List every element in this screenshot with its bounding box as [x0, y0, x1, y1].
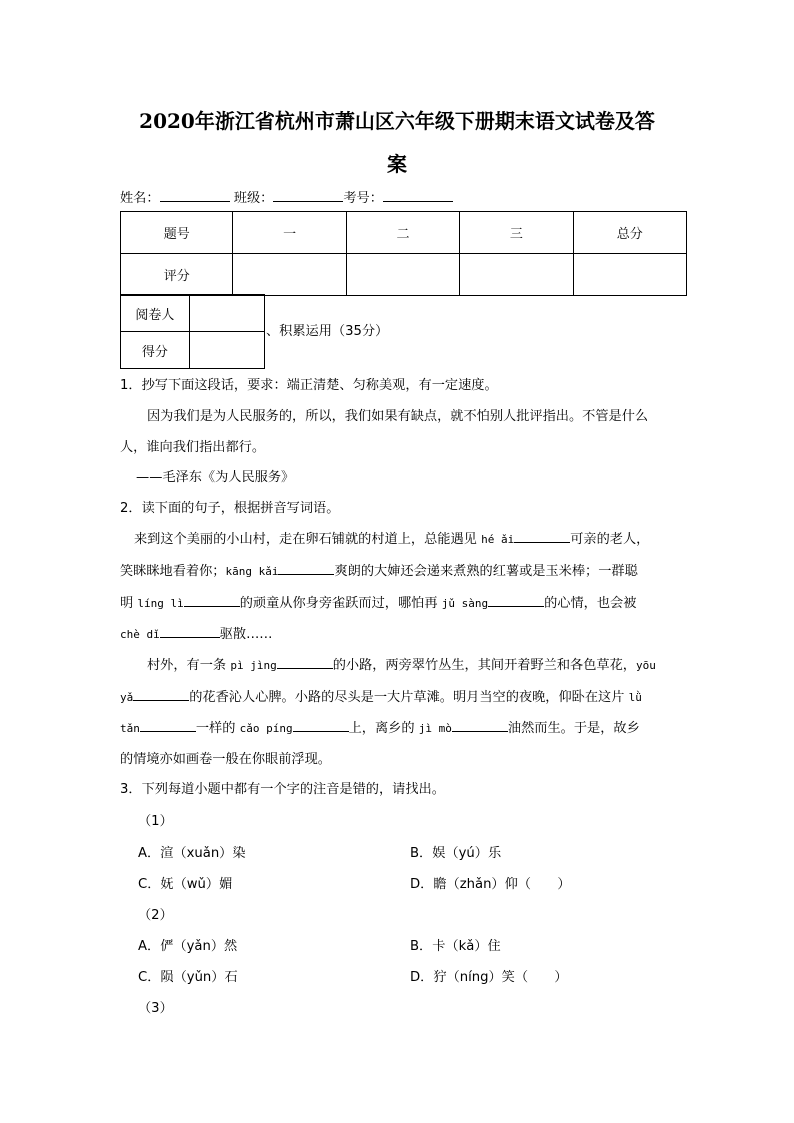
name-label: 姓名：	[120, 191, 160, 206]
reviewer-label: 阅卷人	[121, 295, 190, 332]
q2-line5	[147, 654, 656, 673]
class-blank[interactable]	[273, 188, 343, 202]
grader-score-label: 得分	[121, 332, 190, 369]
pinyin: lǜ	[628, 691, 642, 704]
text: 笑眯眯地看着你；	[120, 564, 226, 579]
score-row-label: 评分	[121, 254, 233, 296]
answer-blank[interactable]	[277, 655, 333, 669]
answer-blank[interactable]	[293, 718, 349, 732]
q2-line1	[134, 528, 649, 547]
score-cell[interactable]	[573, 254, 686, 296]
class-label: 班级：	[233, 191, 274, 206]
answer-blank[interactable]	[514, 529, 570, 543]
pinyin: jì mò	[418, 722, 452, 735]
text: 爽朗的大婶还会递来煮熟的红薯或是玉米棒；一群聪	[334, 564, 638, 579]
q3-sub3-number: （3）	[138, 1001, 173, 1016]
q3-sub1-option-a[interactable]: A．渲（xuǎn）染	[138, 846, 246, 861]
q3-sub1-option-c[interactable]: C．妩（wǔ）媚	[138, 877, 233, 892]
score-cell[interactable]	[460, 254, 573, 296]
q2-line3	[120, 592, 636, 611]
pinyin: kāng kǎi	[225, 565, 279, 578]
score-header: 二	[346, 212, 459, 254]
q3-sub2-number: （2）	[138, 908, 173, 923]
score-header: 总分	[573, 212, 686, 254]
pinyin: cǎo píng	[239, 722, 293, 735]
section1-title: 、积累运用（35分）	[266, 324, 389, 339]
pinyin: tǎn	[120, 722, 140, 735]
q2-line4	[120, 623, 273, 642]
score-table	[120, 211, 687, 296]
text: 村外，有一条	[147, 658, 227, 673]
score-header: 三	[460, 212, 573, 254]
text: 上，离乡的	[348, 721, 415, 736]
q2-line8: 的情境亦如画卷一般在你眼前浮现。	[120, 752, 331, 767]
q3-sub2-option-a[interactable]: A．俨（yǎn）然	[138, 939, 238, 954]
score-cell[interactable]	[346, 254, 459, 296]
answer-blank[interactable]	[452, 718, 508, 732]
q3-sub2-option-b[interactable]: B．卡（kǎ）住	[410, 939, 501, 954]
q1-passage-line1: 因为我们是为人民服务的，所以，我们如果有缺点，就不怕别人批评指出。不管是什么	[147, 409, 649, 424]
q1-stem: 1．抄写下面这段话，要求：端正清楚、匀称美观，有一定速度。	[120, 378, 498, 393]
q2-line6	[120, 686, 642, 705]
answer-blank[interactable]	[160, 624, 220, 638]
text: 可亲的老人，	[570, 532, 650, 547]
text: 的花香沁人心脾。小路的尽头是一大片草滩。明月当空的夜晚，仰卧在这片	[189, 690, 625, 705]
q1-passage-line2: 人，谁向我们指出都行。	[120, 440, 266, 455]
q3-sub2-option-d[interactable]: D．狞（níng）笑（ ）	[410, 970, 568, 985]
pinyin: yǎ	[120, 691, 134, 704]
q3-sub1-number: （1）	[138, 814, 173, 829]
exam-no-label: 考号：	[343, 191, 383, 206]
q2-line2	[120, 560, 638, 579]
q2-stem: 2．读下面的句子，根据拼音写词语。	[120, 501, 340, 516]
answer-blank[interactable]	[133, 687, 189, 701]
pinyin: líng lì	[137, 597, 184, 610]
pinyin: jǔ sàng	[441, 597, 489, 610]
q3-stem: 3．下列每道小题中都有一个字的注音是错的，请找出。	[120, 782, 445, 797]
q2-line7	[120, 717, 640, 736]
score-cell[interactable]	[233, 254, 346, 296]
pinyin: yōu	[636, 659, 656, 672]
q1-source: ——毛泽东《为人民服务》	[136, 470, 295, 485]
text: 来到这个美丽的小山村，走在卵石铺就的村道上，总能遇见	[134, 532, 477, 547]
q3-sub2-option-c[interactable]: C．陨（yǔn）石	[138, 970, 238, 985]
page-title-line2: 案	[387, 152, 407, 176]
text: 一样的	[195, 721, 236, 736]
name-blank[interactable]	[160, 188, 230, 202]
score-header: 题号	[121, 212, 233, 254]
pinyin: chè dǐ	[120, 628, 160, 641]
score-header: 一	[233, 212, 346, 254]
q3-sub1-option-d[interactable]: D．瞻（zhǎn）仰（ ）	[410, 877, 571, 892]
pinyin: hé ǎi	[481, 533, 515, 546]
answer-blank[interactable]	[140, 718, 196, 732]
text: 的顽童从你身旁雀跃而过，哪怕再	[239, 596, 438, 611]
text: 驱散……	[219, 627, 273, 642]
text: 的小路，两旁翠竹丛生，其间开着野兰和各色草花，	[332, 658, 636, 673]
student-info	[120, 187, 453, 206]
pinyin: pì jìng	[230, 659, 277, 672]
text: 油然而生。于是，故乡	[507, 721, 640, 736]
reviewer-cell[interactable]	[189, 295, 264, 332]
text: 的心情，也会被	[544, 596, 637, 611]
answer-blank[interactable]	[184, 593, 240, 607]
q3-sub1-option-b[interactable]: B．娱（yú）乐	[410, 846, 502, 861]
text: 明	[120, 596, 134, 611]
exam-no-blank[interactable]	[383, 188, 453, 202]
grader-table	[120, 294, 265, 369]
answer-blank[interactable]	[488, 593, 544, 607]
page-title-line1: 2020年浙江省杭州市萧山区六年级下册期末语文试卷及答	[139, 109, 655, 133]
grader-score-cell[interactable]	[189, 332, 264, 369]
answer-blank[interactable]	[278, 561, 334, 575]
